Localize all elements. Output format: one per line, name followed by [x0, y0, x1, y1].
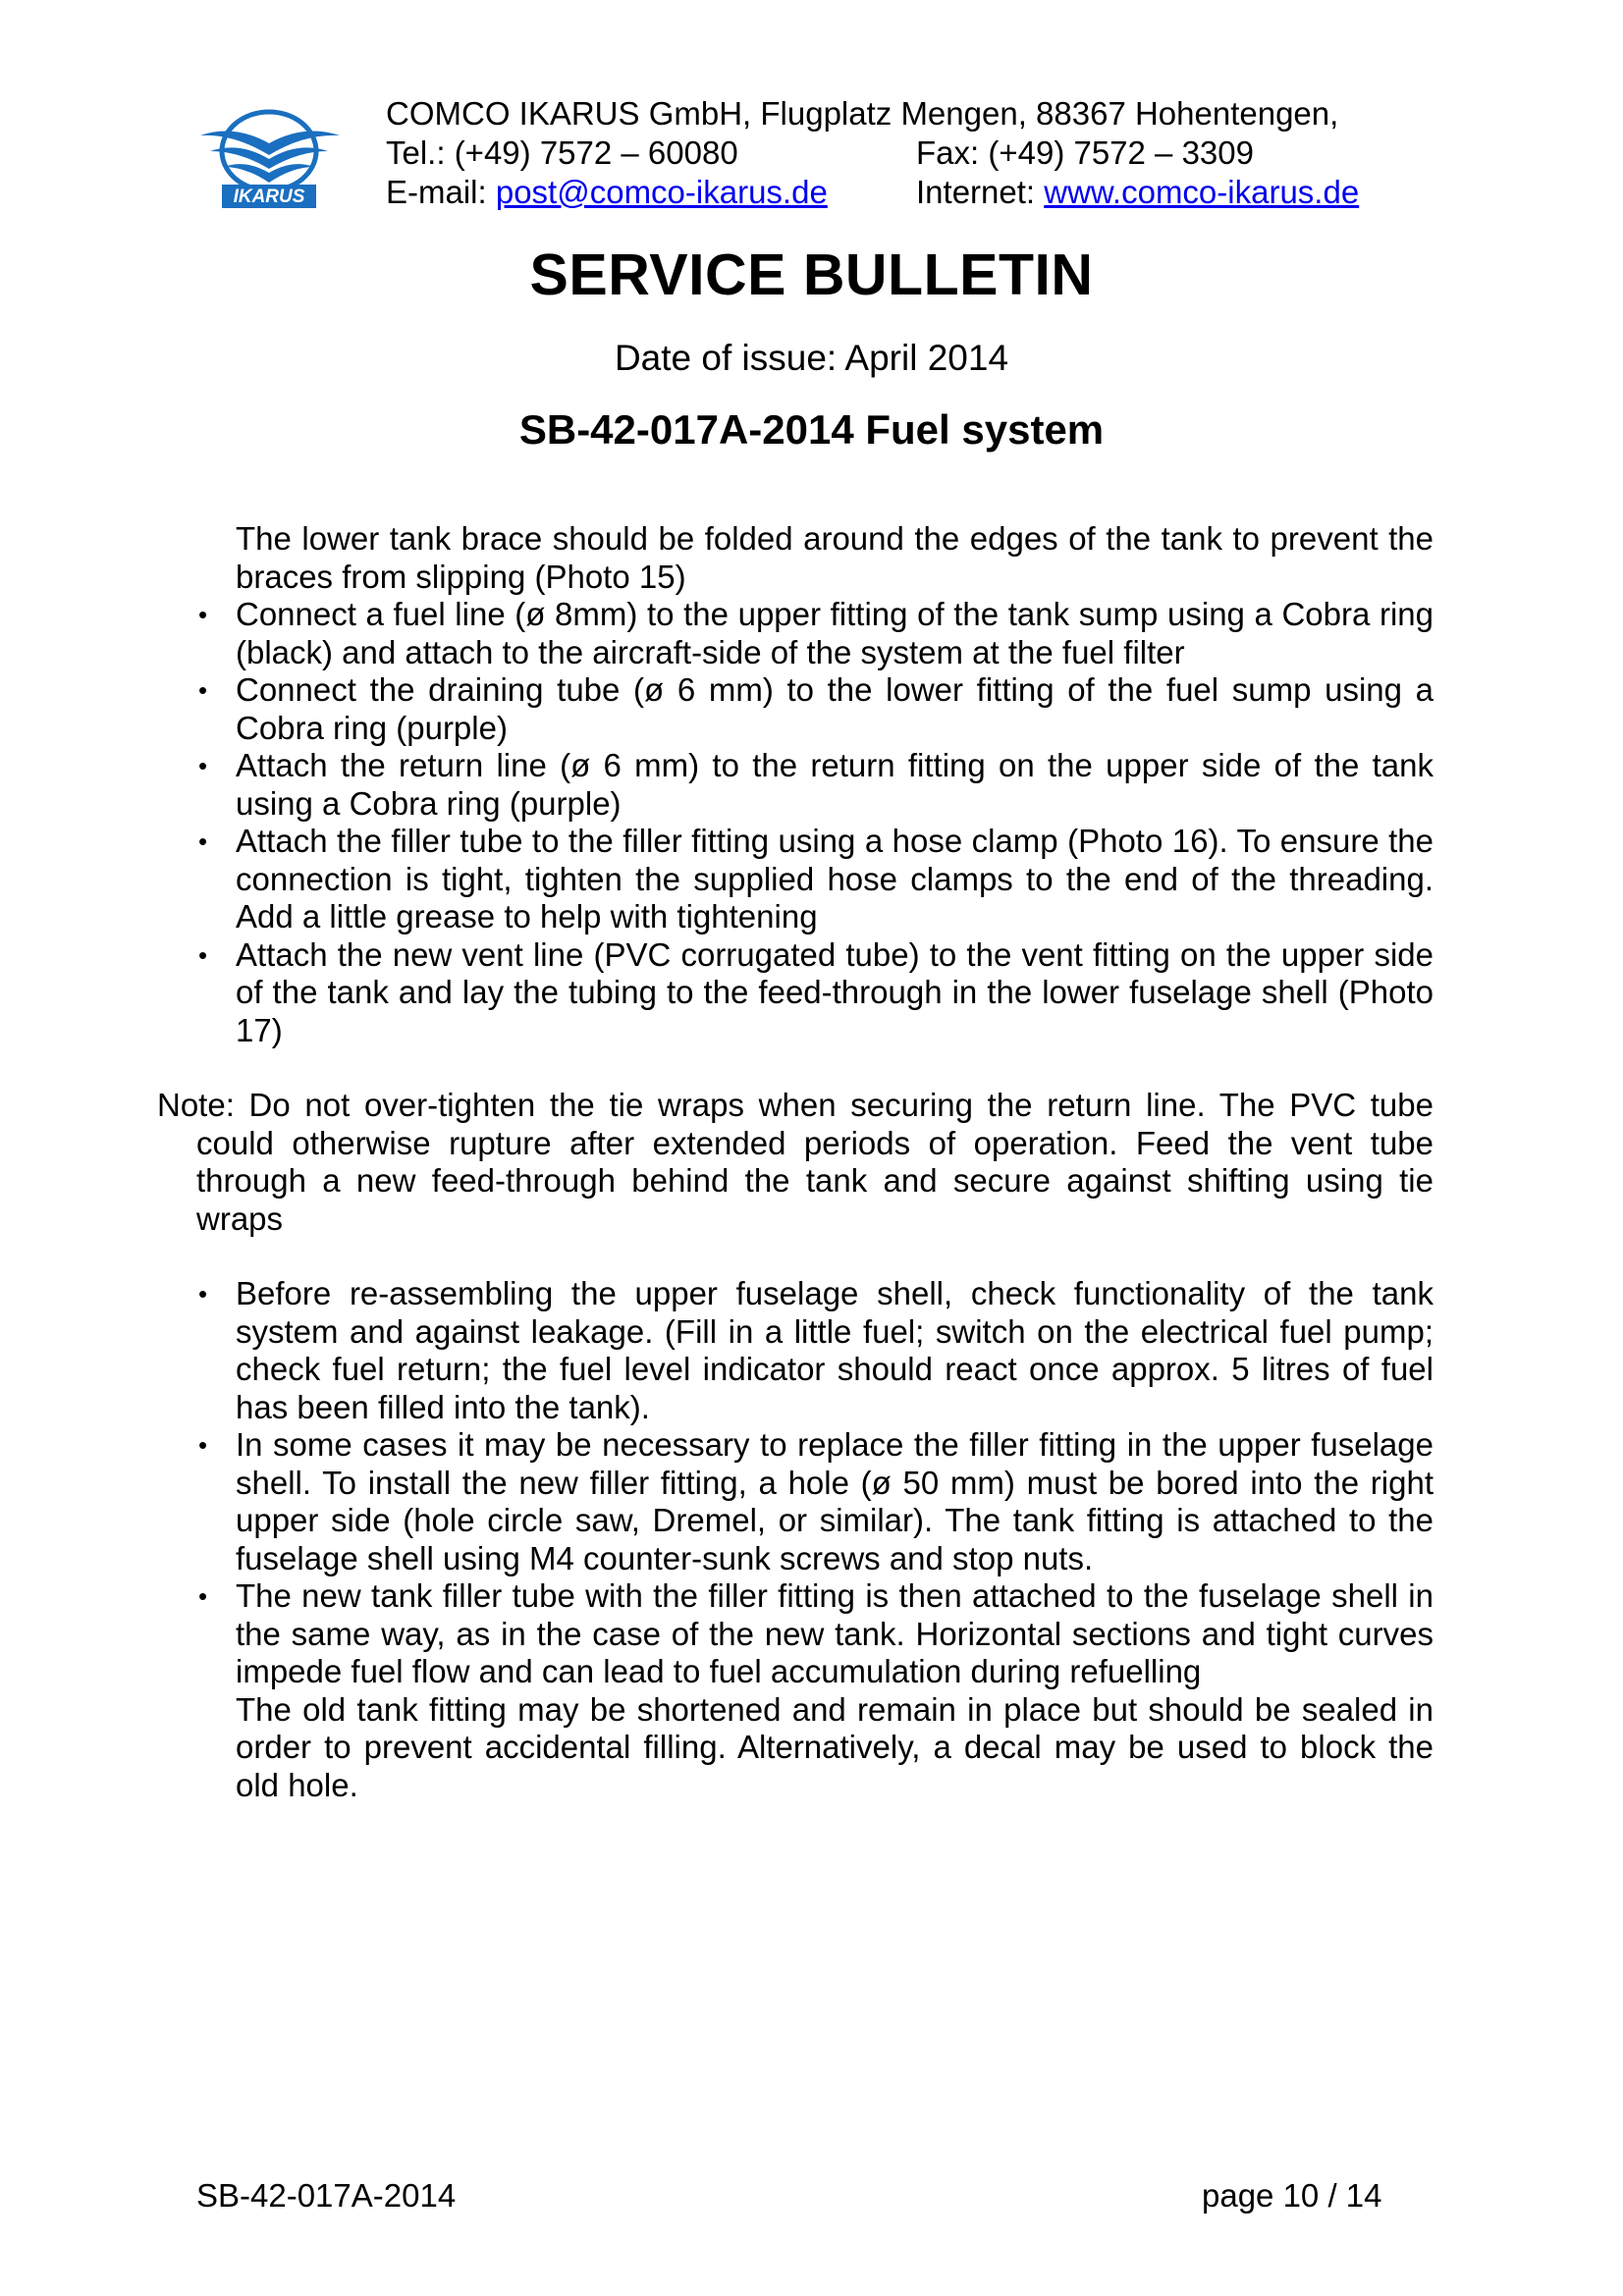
company-fax: Fax: (+49) 7572 – 3309	[916, 134, 1254, 171]
bullet-icon: •	[198, 751, 208, 780]
company-address: COMCO IKARUS GmbH, Flugplatz Mengen, 88367 Hohentengen,	[386, 95, 1339, 132]
svg-text:IKARUS: IKARUS	[233, 187, 305, 207]
page-title: SERVICE BULLETIN	[529, 242, 1094, 307]
bulletin-body	[157, 520, 1434, 1804]
intro-paragraph: The lower tank brace should be folded around the edges of the tank to prevent the braces from slipping (Photo 15)	[236, 520, 1434, 595]
list-item: • Connect the draining tube (ø 6 mm) to the lower fitting of the fuel sump using a Cobra ring (purple)	[198, 671, 1434, 746]
bullet-icon: •	[198, 939, 208, 970]
bulletin-subtitle: SB-42-017A-2014 Fuel system	[518, 406, 1105, 453]
ikarus-logo	[194, 94, 344, 212]
company-tel: Tel.: (+49) 7572 – 60080	[386, 134, 738, 171]
page-number: page 10 / 14	[1202, 2177, 1382, 2214]
issue-date: Date of issue: April 2014	[614, 338, 1009, 378]
bullet-icon: •	[198, 1581, 208, 1611]
list-item: • Attach the new vent line (PVC corrugated tube) to the vent fitting on the upper side of the tank and lay the tubing to the feed-through in the lower fuselage shell (Photo 17)	[198, 935, 1434, 1048]
bullet-icon: •	[198, 600, 208, 629]
bullet-icon: •	[198, 1279, 208, 1308]
bullet-icon: •	[198, 1430, 208, 1460]
company-header	[386, 94, 1360, 212]
website-link[interactable]: www.comco-ikarus.de	[1044, 174, 1360, 210]
list-item: • Attach the return line (ø 6 mm) to the return fitting on the upper side of the tank using a Cobra ring (purple)	[198, 747, 1434, 822]
list-item: • Attach the filler tube to the filler fitting using a hose clamp (Photo 16). To ensure the connection is tight, tighten the supplied hose clamps to the end of the threading. Add a little grease to help with tightening	[198, 823, 1434, 934]
note-paragraph: Note: Do not over-tighten the tie wraps when securing the return line. The PVC tube could otherwise rupture after extended periods of operation. Feed the vent tube through a new feed-through behind the tank and secure against shifting using tie wraps	[157, 1087, 1434, 1237]
internet-label: Internet:	[916, 174, 1045, 210]
bullet-icon: •	[198, 675, 208, 705]
list-item: • Connect a fuel line (ø 8mm) to the upper fitting of the tank sump using a Cobra ring (black) and attach to the aircraft-side of the system at the fuel filter	[198, 596, 1434, 670]
list-item: • In some cases it may be necessary to replace the filler fitting in the upper fuselage shell. To install the new filler fitting, a hole (ø 50 mm) must be bored into the right upper side (hole circle saw, Dremel, or similar). The tank fitting is attached to the fuselage shell using M4 counter-sunk screws and stop nuts.	[198, 1426, 1434, 1576]
footer-doc-id: SB-42-017A-2014	[196, 2177, 457, 2214]
email-label: E-mail:	[386, 174, 496, 210]
bullet-icon: •	[198, 827, 208, 856]
list-item: • Before re-assembling the upper fuselage shell, check functionality of the tank system and against leakage. (Fill in a little fuel; switch on the electrical fuel pump; check fuel return; the fuel level indicator should react once approx. 5 litres of fuel has been filled into the tank).	[198, 1275, 1434, 1425]
list-item: • The new tank filler tube with the filler fitting is then attached to the fuselage shell in the same way, as in the case of the new tank. Horizontal sections and tight curves impede fuel flow and can lead to fuel accumulation during refuelling	[198, 1577, 1434, 1689]
closing-paragraph: The old tank fitting may be shortened and remain in place but should be sealed in order to prevent accidental filling. Alternatively, a decal may be used to block the old hole.	[236, 1690, 1434, 1803]
email-link[interactable]: post@comco-ikarus.de	[495, 174, 828, 210]
